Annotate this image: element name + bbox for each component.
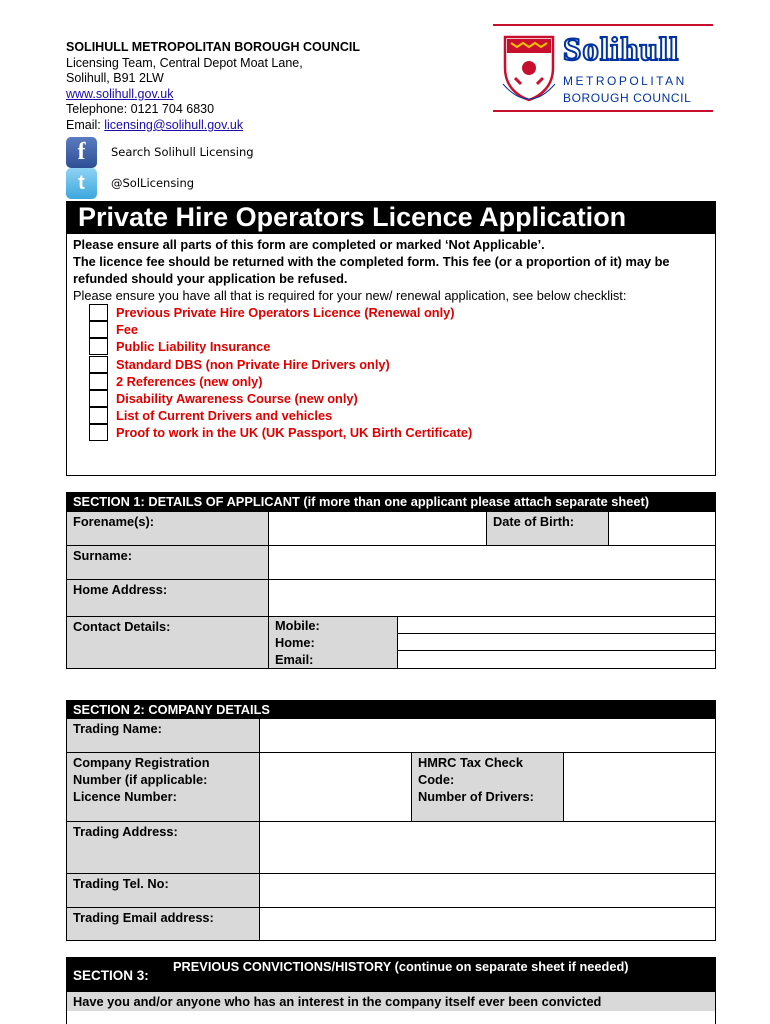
- twitter-row[interactable]: [66, 168, 366, 198]
- dob-field[interactable]: [608, 512, 715, 545]
- twitter-icon[interactable]: t: [66, 168, 97, 199]
- address-line-2: Solihull, B91 2LW: [66, 71, 164, 86]
- surname-label: Surname:: [67, 546, 268, 579]
- intro-line-1: Please ensure all parts of this form are completed or marked ‘Not Applicable’.: [73, 237, 545, 252]
- telephone: Telephone: 0121 704 6830: [66, 102, 215, 117]
- checklist-item: [89, 304, 709, 321]
- intro-box: [66, 234, 716, 476]
- facebook-row[interactable]: [66, 137, 366, 167]
- address-line-1: Licensing Team, Central Depot Moat Lane,: [66, 55, 303, 70]
- drivers-label: Number of Drivers:: [418, 788, 534, 804]
- forename-label: Forename(s):: [67, 512, 268, 545]
- twitter-text: @SolLicensing: [111, 176, 195, 190]
- home-address-row: [67, 579, 715, 616]
- trading-tel-row: [67, 873, 715, 907]
- home-address-field[interactable]: [268, 580, 715, 616]
- company-reg-label: Company Registration Number (if applicable:: [73, 754, 210, 787]
- trading-email-row: [67, 907, 715, 940]
- checklist-item: [89, 407, 709, 424]
- facebook-icon[interactable]: f: [66, 137, 97, 168]
- mobile-label: Mobile:: [275, 617, 320, 633]
- trading-name-label: Trading Name:: [67, 719, 259, 752]
- checklist-item: [89, 373, 709, 390]
- checkbox[interactable]: [89, 373, 108, 390]
- intro-line-2: The licence fee should be returned with the completed form. This fee (or a proportion of it) may be refunded should your application be refused.: [73, 254, 670, 286]
- home-phone-label: Home:: [275, 634, 315, 650]
- hmrc-label: HMRC Tax Check Code:: [418, 754, 524, 787]
- trading-tel-field[interactable]: [259, 874, 715, 907]
- checkbox[interactable]: [89, 407, 108, 424]
- checklist-item: [89, 338, 709, 355]
- trading-name-field[interactable]: [259, 719, 715, 752]
- surname-field[interactable]: [268, 546, 715, 579]
- checklist-label: Fee: [116, 322, 139, 338]
- licence-number-label: Licence Number:: [73, 788, 177, 804]
- email-label-field: Email:: [275, 651, 314, 667]
- hmrc-field[interactable]: [563, 753, 715, 821]
- solihull-logo: [493, 24, 713, 112]
- section-1: [66, 492, 716, 669]
- facebook-text: Search Solihull Licensing: [111, 145, 254, 159]
- trading-address-field[interactable]: [259, 822, 715, 873]
- company-reg-block: [67, 753, 259, 821]
- section-1-heading: SECTION 1: DETAILS OF APPLICANT (if more than one applicant please attach separate sheet): [67, 493, 715, 511]
- email-label: Email:: [66, 117, 105, 132]
- checkbox[interactable]: [89, 390, 108, 407]
- checklist: [89, 304, 709, 442]
- checklist-label: Proof to work in the UK (UK Passport, UK Birth Certificate): [116, 425, 473, 441]
- email-link[interactable]: licensing@solihull.gov.uk: [104, 117, 244, 132]
- trading-tel-label: Trading Tel. No:: [67, 874, 259, 907]
- surname-row: [67, 545, 715, 579]
- section-3-heading-row: [67, 958, 715, 992]
- checklist-item: [89, 321, 709, 338]
- section-3-label: SECTION 3:: [73, 968, 149, 983]
- checkbox[interactable]: [89, 356, 108, 373]
- checkbox[interactable]: [89, 304, 108, 321]
- forename-field[interactable]: [268, 512, 486, 545]
- trading-email-label: Trading Email address:: [67, 908, 259, 940]
- email-field[interactable]: [397, 651, 715, 668]
- company-reg-field[interactable]: [259, 753, 411, 821]
- logo-line-2: BOROUGH COUNCIL: [563, 91, 692, 105]
- section-3-heading: PREVIOUS CONVICTIONS/HISTORY (continue on separate sheet if needed): [173, 959, 629, 974]
- section-3: [66, 957, 716, 1024]
- crest-icon: [501, 34, 557, 102]
- checklist-label: Disability Awareness Course (new only): [116, 391, 358, 407]
- trading-address-row: [67, 821, 715, 873]
- checklist-item: [89, 424, 709, 441]
- council-header: [66, 40, 366, 134]
- website-link[interactable]: www.solihull.gov.uk: [66, 86, 174, 101]
- intro-line-3: Please ensure you have all that is required for your new/ renewal application, see below checklist:: [73, 288, 627, 303]
- contact-label: Contact Details:: [67, 617, 268, 668]
- section-3-question: Have you and/or anyone who has an interest in the company itself ever been convicted: [67, 992, 715, 1011]
- logo-line-1: METROPOLITAN: [563, 74, 687, 88]
- contact-row: [67, 616, 715, 668]
- checkbox[interactable]: [89, 338, 108, 355]
- home-address-label: Home Address:: [67, 580, 268, 616]
- checklist-label: List of Current Drivers and vehicles: [116, 408, 333, 424]
- checklist-item: [89, 390, 709, 407]
- contact-fields: [268, 617, 715, 668]
- company-details-row: [67, 752, 715, 821]
- council-name: SOLIHULL METROPOLITAN BOROUGH COUNCIL: [66, 40, 360, 54]
- logo-brand: Solihull: [563, 32, 680, 68]
- dob-label: Date of Birth:: [486, 512, 608, 545]
- form-title: Private Hire Operators Licence Application: [66, 201, 716, 234]
- checkbox[interactable]: [89, 424, 108, 441]
- checklist-label: Standard DBS (non Private Hire Drivers only): [116, 356, 390, 372]
- checklist-label: Public Liability Insurance: [116, 339, 271, 355]
- hmrc-block: [411, 753, 563, 821]
- home-phone-field[interactable]: [397, 634, 715, 651]
- mobile-field[interactable]: [397, 617, 715, 634]
- checklist-label: Previous Private Hire Operators Licence (Renewal only): [116, 305, 455, 321]
- checklist-label: 2 References (new only): [116, 373, 263, 389]
- checklist-item: [89, 356, 709, 373]
- section-2-heading: SECTION 2: COMPANY DETAILS: [67, 701, 715, 719]
- trading-name-row: [67, 719, 715, 752]
- checkbox[interactable]: [89, 321, 108, 338]
- section-2: [66, 700, 716, 941]
- trading-address-label: Trading Address:: [67, 822, 259, 873]
- trading-email-field[interactable]: [259, 908, 715, 940]
- forename-row: [67, 511, 715, 545]
